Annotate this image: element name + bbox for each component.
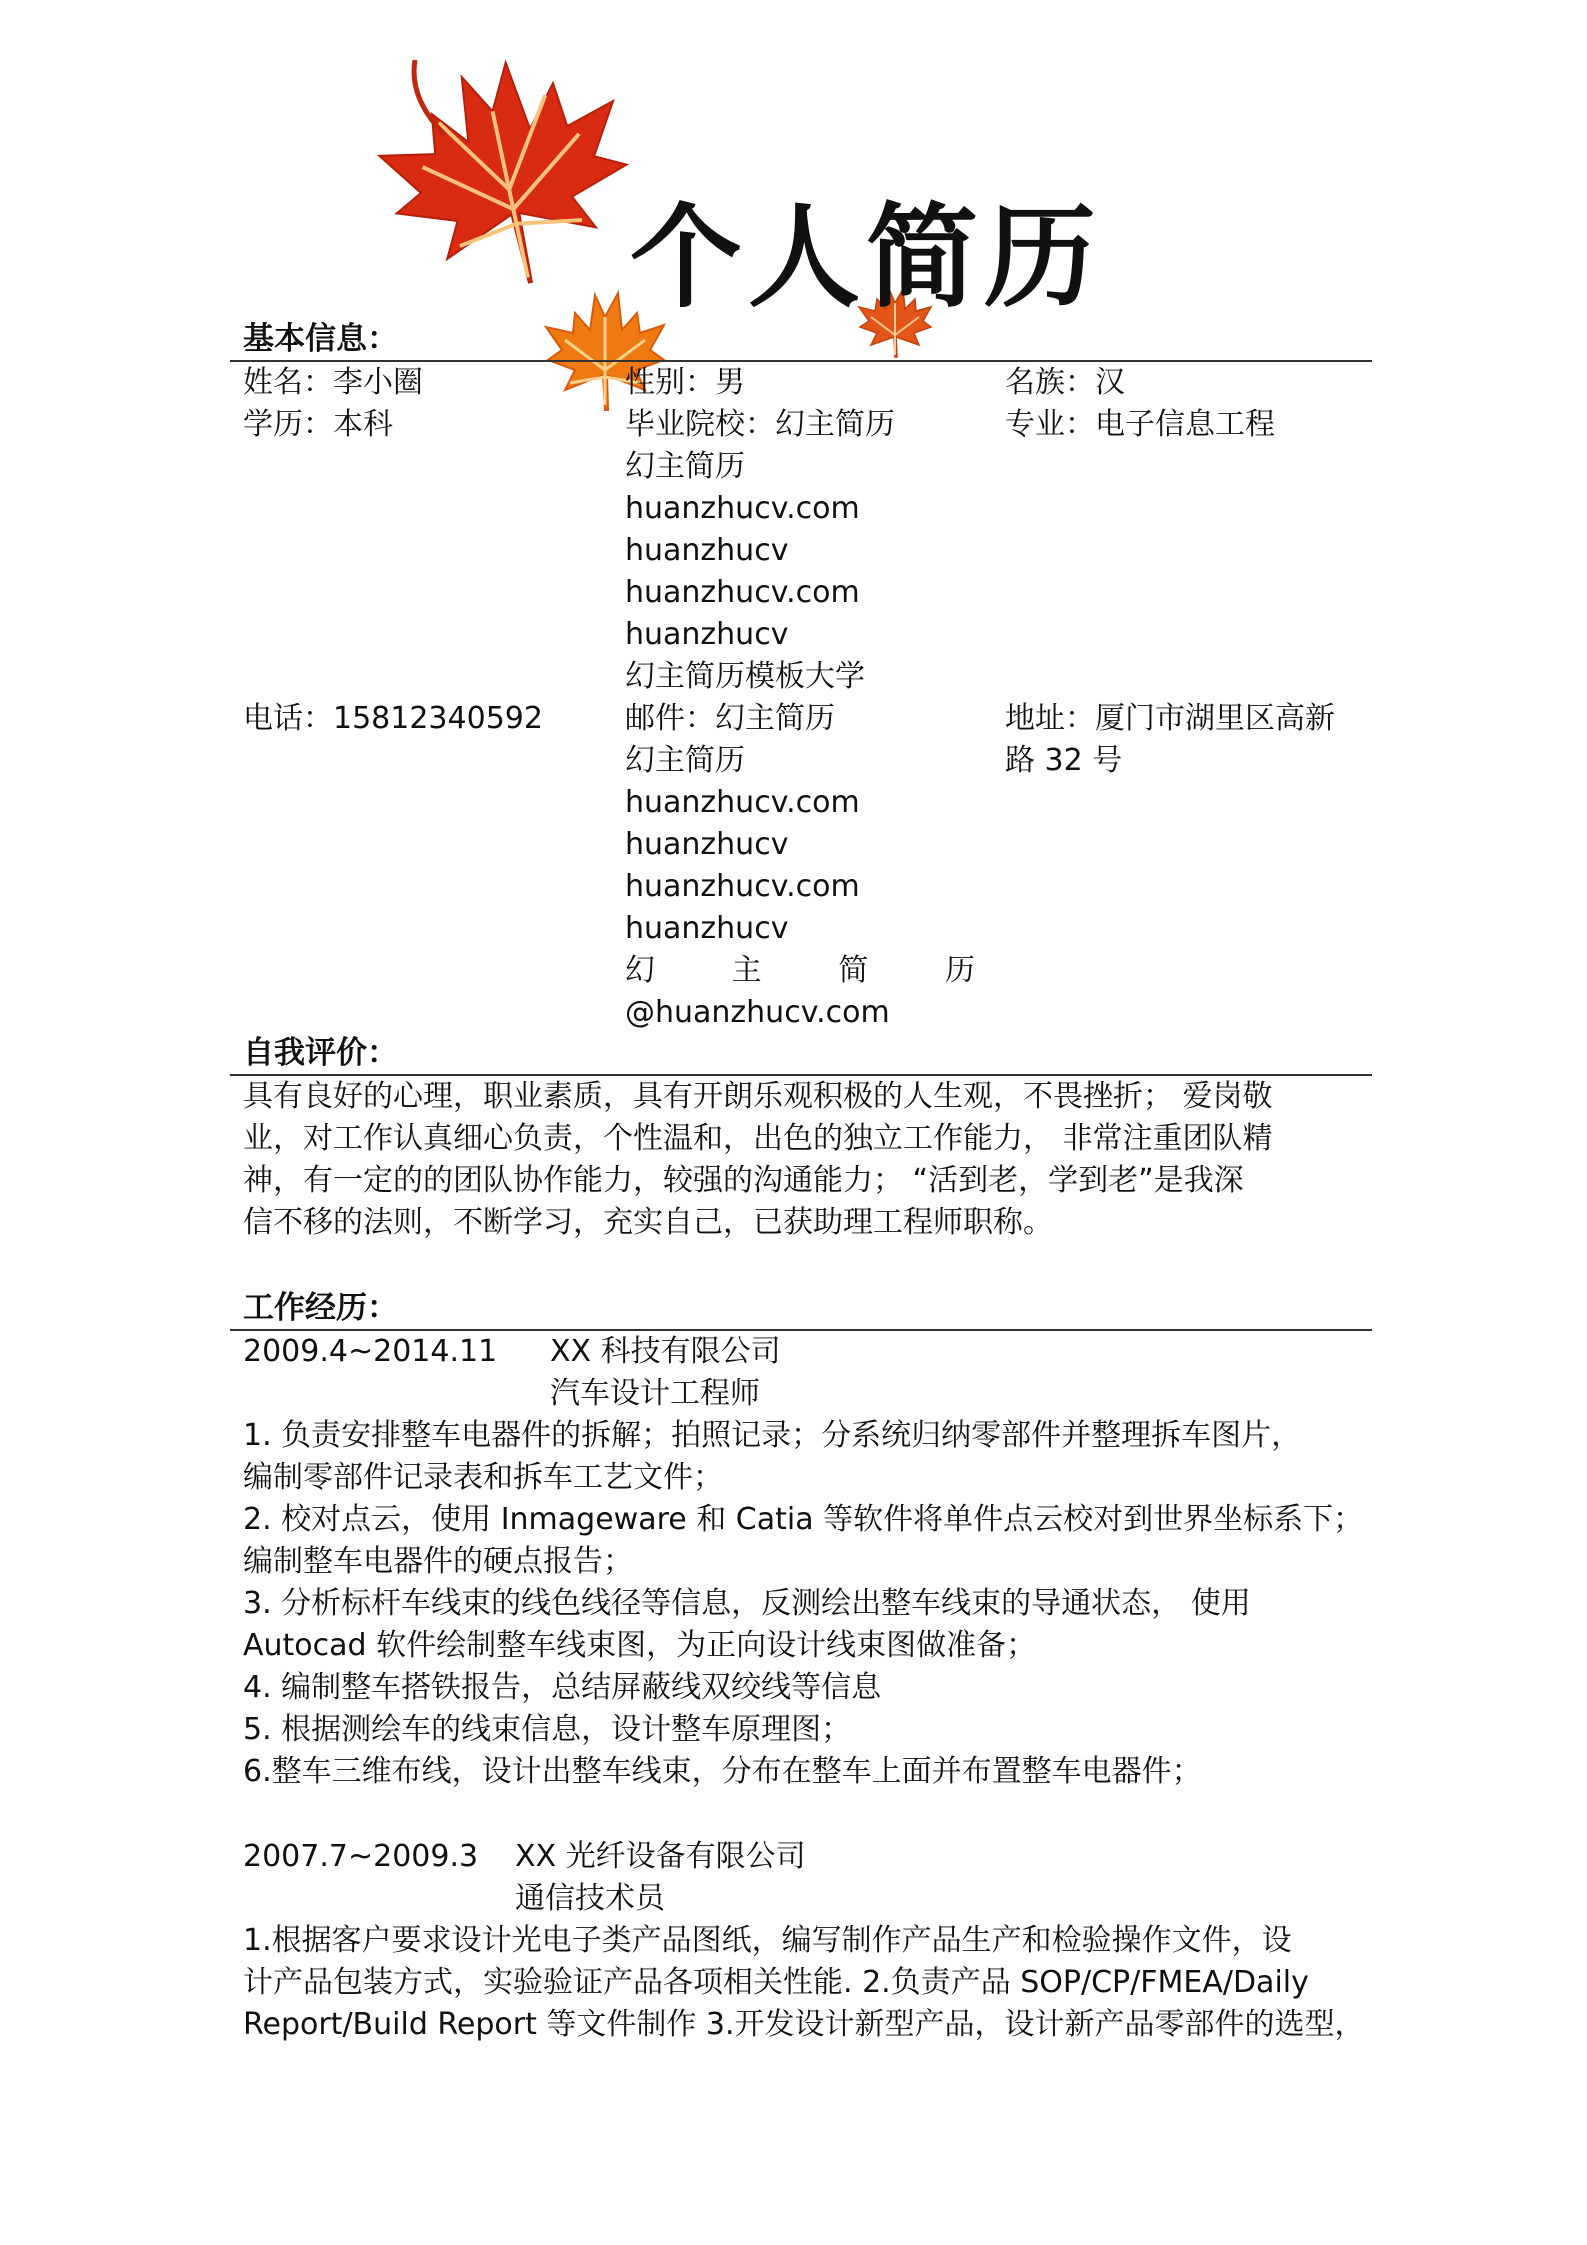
school-line: 幻主简历 — [625, 449, 745, 484]
job-duty-line: 2. 校对点云，使用 Inmageware 和 Catia 等软件将单件点云校对到世界坐标系下； — [243, 1502, 1364, 1537]
job-duty-line: 编制整车电器件的硬点报告； — [243, 1544, 633, 1579]
email-line: 幻主简历 — [625, 743, 745, 778]
field-school — [625, 404, 895, 698]
school-line: 幻主简历模板大学 — [625, 659, 865, 694]
job-company: XX 科技有限公司 — [550, 1334, 781, 1369]
job-duty-line: 3. 分析标杆车线束的线色线径等信息，反测绘出整车线束的导通状态， 使用 — [243, 1586, 1251, 1621]
job-duties — [243, 1415, 1364, 1793]
self-eval-line: 业，对工作认真细心负责，个性温和，出色的独立工作能力， 非常注重团队精 — [243, 1121, 1273, 1156]
email-line: huanzhucv — [625, 827, 789, 862]
page-title: 个人简历 — [630, 192, 1102, 323]
school-line: 毕业院校：幻主简历 — [625, 407, 895, 442]
school-line: huanzhucv — [625, 617, 789, 652]
field-major: 专业：电子信息工程 — [1005, 407, 1275, 442]
email-line: @huanzhucv.com — [625, 995, 890, 1030]
field-phone: 电话：15812340592 — [243, 701, 543, 736]
address-line: 地址：厦门市湖里区高新 — [1005, 701, 1335, 736]
job-role: 通信技术员 — [515, 1881, 665, 1916]
email-spread-char: 历 — [944, 953, 975, 988]
job-duty-line: 5. 根据测绘车的线束信息，设计整车原理图； — [243, 1712, 852, 1747]
job-duty-line: Autocad 软件绘制整车线束图，为正向设计线束图做准备； — [243, 1628, 1037, 1663]
job-duty-line: 1.根据客户要求设计光电子类产品图纸，编写制作产品生产和检验操作文件，设 — [243, 1923, 1292, 1958]
self-eval-paragraph — [243, 1076, 1358, 1244]
self-eval-line: 信不移的法则，不断学习，充实自己，已获助理工程师职称。 — [243, 1205, 1053, 1240]
job-role: 汽车设计工程师 — [550, 1376, 760, 1411]
job-duty-line: 4. 编制整车搭铁报告，总结屏蔽线双绞线等信息 — [243, 1670, 882, 1705]
email-line: 邮件：幻主简历 — [625, 701, 835, 736]
maple-leaf-large-icon — [370, 40, 640, 300]
email-spread-line — [625, 950, 975, 992]
email-line: huanzhucv.com — [625, 869, 860, 904]
field-email — [625, 698, 975, 1034]
job-duty-line: 计产品包装方式，实验验证产品各项相关性能. 2.负责产品 SOP/CP/FMEA/Daily — [243, 1965, 1309, 2000]
field-education: 学历：本科 — [243, 407, 393, 442]
address-line: 路 32 号 — [1005, 743, 1123, 778]
field-name: 姓名：李小圈 — [243, 365, 423, 400]
school-line: huanzhucv.com — [625, 575, 860, 610]
field-address — [1005, 698, 1335, 782]
job-duties — [243, 1920, 1365, 2046]
self-eval-line: 神，有一定的的团队协作能力，较强的沟通能力； “活到老，学到老”是我深 — [243, 1163, 1244, 1198]
email-line: huanzhucv.com — [625, 785, 860, 820]
email-line: huanzhucv — [625, 911, 789, 946]
job-period: 2007.7~2009.3 — [243, 1839, 479, 1874]
school-line: huanzhucv.com — [625, 491, 860, 526]
job-duty-line: 1. 负责安排整车电器件的拆解；拍照记录；分系统归纳零部件并整理拆车图片， — [243, 1418, 1302, 1453]
section-heading-self-eval: 自我评价： — [243, 1035, 398, 1071]
field-gender: 性别：男 — [625, 365, 745, 400]
section-heading-work: 工作经历： — [243, 1290, 398, 1326]
job-duty-line: 6.整车三维布线，设计出整车线束，分布在整车上面并布置整车电器件； — [243, 1754, 1202, 1789]
job-duty-line: 编制零部件记录表和拆车工艺文件； — [243, 1460, 723, 1495]
job-duty-line: Report/Build Report 等文件制作 3.开发设计新型产品，设计新产品零部件的选型， — [243, 2007, 1365, 2042]
section-heading-basic: 基本信息： — [243, 321, 398, 357]
school-line: huanzhucv — [625, 533, 789, 568]
field-ethnicity: 名族：汉 — [1005, 365, 1125, 400]
email-spread-char: 幻 — [625, 953, 655, 988]
email-spread-char: 简 — [838, 953, 869, 988]
email-spread-char: 主 — [731, 953, 762, 988]
job-company: XX 光纤设备有限公司 — [515, 1839, 806, 1874]
self-eval-line: 具有良好的心理，职业素质，具有开朗乐观积极的人生观，不畏挫折； 爱岗敬 — [243, 1079, 1273, 1114]
job-period: 2009.4~2014.11 — [243, 1334, 498, 1369]
